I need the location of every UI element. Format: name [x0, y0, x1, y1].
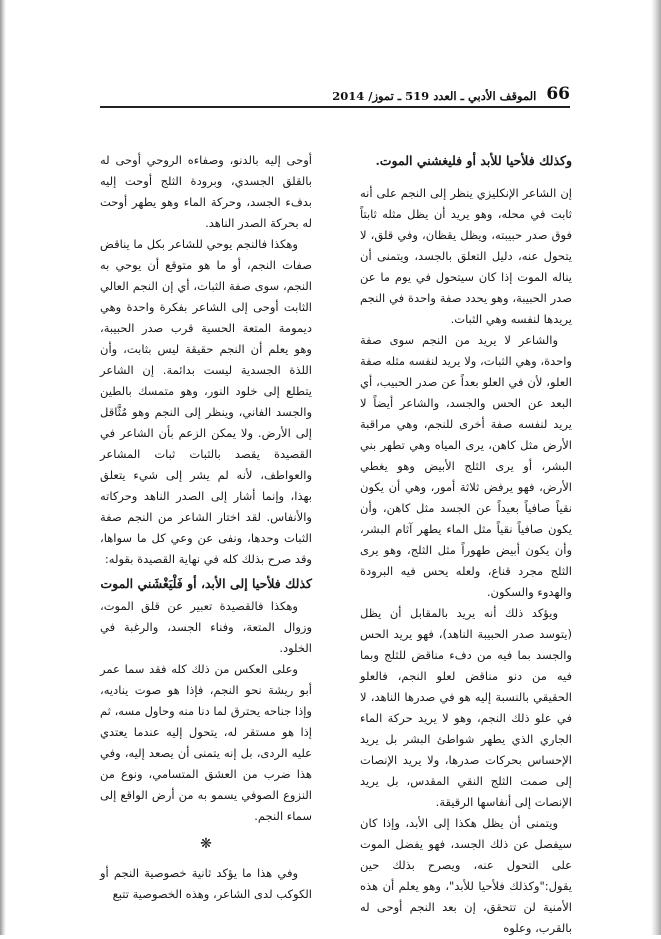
paragraph: ويتمنى أن يظل هكذا إلى الأبد، وإذا كان سيفصل عن ذلك الجسد، فهو يفضل الموت على التحول عنه، ويصرح بذلك حين يقول:"وكذلك فلأحيا للأبد"، وهو يعلم أن هذه الأمنية لن تتحقق، إن بعد النجم أوحى له بالقرب، وعلوه — [360, 816, 572, 935]
page-edge-shadow-right — [651, 0, 661, 935]
section-heading: وكذلك فلأحيا للأبد أو فليغشني الموت. — [375, 153, 572, 168]
header-rule — [100, 106, 570, 108]
paragraph: إن الشاعر الإنكليزي ينظر إلى النجم على أنه ثابت في محله، وهو يريد أن يظل مثله ثابتاً فوق صدر حبيبته، ويظل يقظان، وفي قلق، لا يتحول عنه، دليل التعلق بالجسد، ويتمنى أن يناله الموت إذا كان سيتحول في يوم ما عن صدر الحبيبة، وهو يحدد صفة واحدة في النجم يريدها لنفسه وهي الثبات. — [360, 186, 572, 326]
heading-spacer — [360, 171, 572, 183]
left-column — [100, 150, 312, 905]
paragraph: وفي هذا ما يؤكد ثانية خصوصية النجم أو الكوكب لدى الشاعر، وهذه الخصوصية تتبع — [100, 866, 312, 901]
paragraph: ويؤكد ذلك أنه يريد بالمقابل أن يظل (يتوسد صدر الحبيبة الناهد)، فهو يريد الحس والجسد بما فيه من دفء مناقض للثلج وبما فيه من دنو مناقض لعلو النجم، فالعلو الحقيقي بالنسبة إليه هو في صدرها الناهد، لا في علو ذلك النجم، وهو لا يريد حركة الماء الجاري الذي يطهر شواطئ البشر بل يريد الإحساس بحركات صدرها، ولا يريد الإنصات إلى صمت الثلج النقي المقدس، بل يريد الإنصات إلى أنفاسها الرقيقة. — [360, 606, 572, 809]
quoted-verse-heading: كذلك فلأحيا إلى الأبد، أو فَلْيَغْشَني الموت — [100, 576, 312, 591]
page-number: 66 — [546, 84, 570, 104]
running-title: الموقف الأدبي ـ العدد 519 ـ تموز/ 2014 — [332, 89, 537, 103]
right-column — [360, 150, 572, 939]
paragraph: وهكذا فالقصيدة تعبير عن قلق الموت، وزوال المتعة، وفناء الجسد، والرغبة في الخلود. — [100, 599, 312, 655]
paragraph: وهكذا فالنجم يوحي للشاعر بكل ما يناقض صفات النجم، أو ما هو متوقع أن يوحي به النجم، سوى صفة الثبات، أي إن النجم العالي الثابت أوحى إلى الشاعر بفكرة واحدة وهي ديمومة المتعة الحسية قرب صدر الحبيبة، وهو يعلم أن النجم حقيقة ليس بثابت، وأن اللذة الجسدية ليست بدائمة. إن الشاعر يتطلع إلى خلود النور، وهو متمسك بالطين والجسد الفاني، وينظر إلى النجم وهو مُثَّاقل إلى الأرض. ولا يمكن الزعم بأن الشاعر في القصيدة يقصد بالثبات ثبات المشاعر والعواطف، لأنه لم يشر إلى شيء يتعلق بهذا، وإنما أشار إلى الصدر الناهد وحركاته والأنفاس. لقد اختار الشاعر من النجم صفة الثبات وحدها، ونفى عن وعي كل ما سواها، وقد صرح بذلك كله في نهاية القصيدة بقوله: — [100, 237, 312, 566]
page-edge-shadow-left — [0, 0, 6, 935]
paragraph: أوحى إليه بالدنو، وصفاءه الروحي أوحى له بالقلق الجسدي، وبرودة الثلج أوحت إليه بدفء الجسد، وحركة الماء وهو يطهر أوحت له بحركة الصدر الناهد. — [100, 153, 312, 230]
page-header — [100, 82, 570, 104]
paragraph: والشاعر لا يريد من النجم سوى صفة واحدة، وهي الثبات، ولا يريد لنفسه مثله صفة العلو، لأن في العلو بعداً عن صدر الحبيب، أي البعد عن الحس والجسد، والشاعر أيضاً لا يريد لنفسه صفة أخرى للنجم، وهي مراقبة الأرض مثل كاهن، يرى المياه وهي تطهر بني البشر، أو يرى الثلج الأبيض وهو يغطي الأرض، فهو يرفض ثلاثة أمور، وهي أن يكون نقياً صافياً بعيداً عن الجسد مثل كاهن، وأن يكون صافياً نقياً مثل الماء يطهر آثام البشر، وأن يكون أبيض طهوراً مثل الثلج، وهو يرى الثلج مجرد قناع، ولعله يحس فيه البرودة والهدوء والسكون. — [360, 333, 572, 599]
section-divider-ornament: ❋ — [200, 836, 212, 852]
paragraph: وعلى العكس من ذلك كله فقد سما عمر أبو ريشة نحو النجم، فإذا هو صوت يناديه، وإذا جناحه يحترق لما دنا منه وحاول مسه، ثم إذا هو مستقر له، يتحول إليه عندما يعتدي عليه الردى، بل إنه يتمنى أن يصعد إليه، وفي هذا ضرب من العشق المتسامي، ونوع من النزوع الصوفي يسمو به من أرض الواقع إلى سماء النجم. — [100, 662, 312, 823]
